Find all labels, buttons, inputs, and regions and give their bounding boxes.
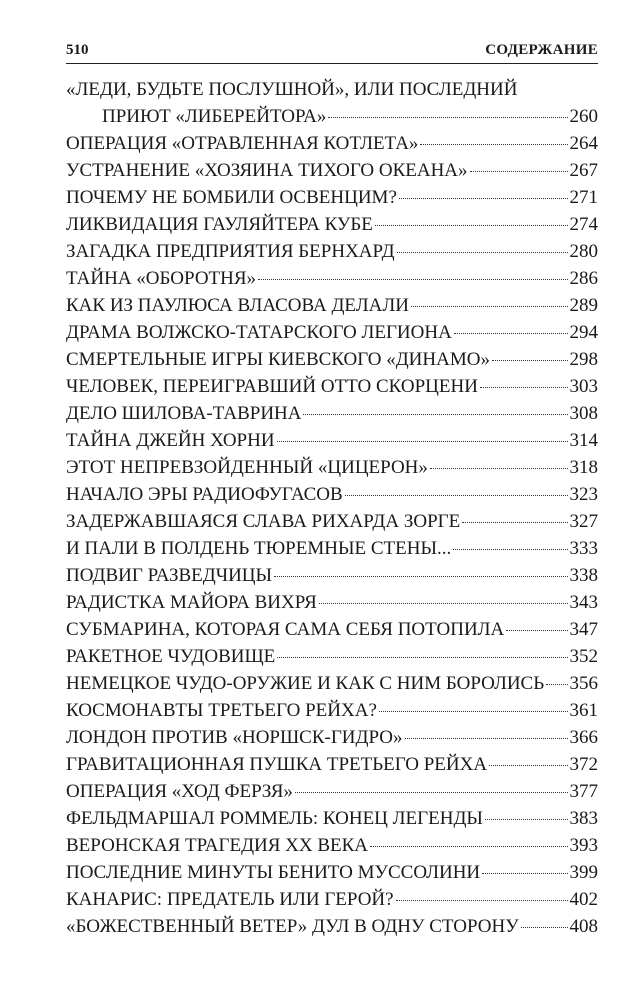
toc-entry	[66, 697, 598, 724]
dot-leader	[375, 225, 568, 226]
toc-entry-page: 352	[569, 646, 598, 667]
toc-entry-title: ТАЙНА «ОБОРОТНЯ»	[66, 268, 257, 289]
toc-entry	[66, 616, 598, 643]
toc-entry-title: ЛОНДОН ПРОТИВ «НОРШСК-ГИДРО»	[66, 727, 403, 748]
toc-entry-title: ФЕЛЬДМАРШАЛ РОММЕЛЬ: КОНЕЦ ЛЕГЕНДЫ	[66, 808, 483, 829]
toc-entry-page: 361	[569, 700, 598, 721]
dot-leader	[405, 738, 568, 739]
toc-entry-page: 314	[569, 430, 598, 451]
toc-entry	[66, 130, 598, 157]
dot-leader	[370, 846, 567, 847]
toc-entry	[66, 778, 598, 805]
toc-entry	[66, 427, 598, 454]
toc-entry-title: ЧЕЛОВЕК, ПЕРЕИГРАВШИЙ ОТТО СКОРЦЕНИ	[66, 376, 478, 397]
toc-entry-title: КОСМОНАВТЫ ТРЕТЬЕГО РЕЙХА?	[66, 700, 377, 721]
dot-leader	[492, 360, 568, 361]
toc-entry-page: 399	[569, 862, 598, 883]
toc-entry-title: РАКЕТНОЕ ЧУДОВИЩЕ	[66, 646, 276, 667]
toc-entry	[66, 238, 598, 265]
toc-entry-title: ЗАДЕРЖАВШАЯСЯ СЛАВА РИХАРДА ЗОРГЕ	[66, 511, 461, 532]
toc-entry-page: 318	[569, 457, 598, 478]
toc-entry-page: 289	[569, 295, 598, 316]
toc-entry	[66, 211, 598, 238]
dot-leader	[277, 657, 567, 658]
toc-entry	[66, 373, 598, 400]
dot-leader	[546, 684, 567, 685]
toc-entry-page: 274	[569, 214, 598, 235]
dot-leader	[430, 468, 568, 469]
toc-entry	[66, 400, 598, 427]
toc-entry-page: 356	[569, 673, 598, 694]
toc-entry	[66, 481, 598, 508]
toc-entry	[66, 454, 598, 481]
toc-entry-title: ТАЙНА ДЖЕЙН ХОРНИ	[66, 430, 275, 451]
toc-entry-title: ПОДВИГ РАЗВЕДЧИЦЫ	[66, 565, 273, 586]
toc-entry-title: КАНАРИС: ПРЕДАТЕЛЬ ИЛИ ГЕРОЙ?	[66, 889, 394, 910]
toc-entry	[66, 508, 598, 535]
toc-entry-page: 294	[569, 322, 598, 343]
toc-entry-title: СМЕРТЕЛЬНЫЕ ИГРЫ КИЕВСКОГО «ДИНАМО»	[66, 349, 490, 370]
toc-entry-page: 347	[569, 619, 598, 640]
toc-entry-title: НАЧАЛО ЭРЫ РАДИОФУГАСОВ	[66, 484, 343, 505]
toc-entry	[66, 805, 598, 832]
header-rule	[66, 63, 598, 64]
toc-entry-page: 383	[569, 808, 598, 829]
toc-entry-page: 267	[569, 160, 598, 181]
dot-leader	[470, 171, 568, 172]
toc-entry-title: СУБМАРИНА, КОТОРАЯ САМА СЕБЯ ПОТОПИЛА	[66, 619, 505, 640]
dot-leader	[328, 117, 567, 118]
dot-leader	[454, 333, 568, 334]
running-header	[66, 40, 598, 62]
toc-entry-page: 327	[569, 511, 598, 532]
toc-entry-title: ПОСЛЕДНИЕ МИНУТЫ БЕНИТО МУССОЛИНИ	[66, 862, 481, 883]
dot-leader	[399, 198, 568, 199]
toc-entry-title: ГРАВИТАЦИОННАЯ ПУШКА ТРЕТЬЕГО РЕЙХА	[66, 754, 488, 775]
toc-entry	[66, 724, 598, 751]
dot-leader	[274, 576, 567, 577]
toc-entry-page: 366	[569, 727, 598, 748]
toc-entry-page: 338	[569, 565, 598, 586]
toc-entry	[66, 643, 598, 670]
toc-entry-title-line-1: «ЛЕДИ, БУДЬТЕ ПОСЛУШНОЙ», ИЛИ ПОСЛЕДНИЙ	[66, 79, 518, 100]
toc-entry-page: 286	[569, 268, 598, 289]
dot-leader	[319, 603, 568, 604]
toc-entry-page: 372	[569, 754, 598, 775]
toc-entry	[66, 184, 598, 211]
dot-leader	[345, 495, 568, 496]
toc-entry-title: ВЕРОНСКАЯ ТРАГЕДИЯ XX ВЕКА	[66, 835, 369, 856]
toc-entry-title: ЭТОТ НЕПРЕВЗОЙДЕННЫЙ «ЦИЦЕРОН»	[66, 457, 428, 478]
toc-entry	[66, 319, 598, 346]
toc-entry-title-line-2: ПРИЮТ «ЛИБЕРЕЙТОРА»	[102, 106, 327, 127]
section-title: СОДЕРЖАНИЕ	[485, 42, 598, 58]
toc-entry-title: ЛИКВИДАЦИЯ ГАУЛЯЙТЕРА КУБЕ	[66, 214, 373, 235]
toc-entry-title: РАДИСТКА МАЙОРА ВИХРЯ	[66, 592, 317, 613]
toc-entry-title: НЕМЕЦКОЕ ЧУДО-ОРУЖИЕ И КАК С НИМ БОРОЛИСЬ	[66, 673, 545, 694]
dot-leader	[411, 306, 568, 307]
toc-entry	[66, 157, 598, 184]
toc-entry	[66, 292, 598, 319]
toc-entry-title: УСТРАНЕНИЕ «ХОЗЯИНА ТИХОГО ОКЕАНА»	[66, 160, 468, 181]
toc-entry-page: 377	[569, 781, 598, 802]
dot-leader	[521, 927, 568, 928]
dot-leader	[420, 144, 567, 145]
toc-entry	[66, 346, 598, 373]
dot-leader	[397, 252, 568, 253]
toc-entry-title: «БОЖЕСТВЕННЫЙ ВЕТЕР» ДУЛ В ОДНУ СТОРОНУ	[66, 916, 519, 937]
dot-leader	[295, 792, 568, 793]
toc-entry-title: ПОЧЕМУ НЕ БОМБИЛИ ОСВЕНЦИМ?	[66, 187, 397, 208]
toc-entry-title: КАК ИЗ ПАУЛЮСА ВЛАСОВА ДЕЛАЛИ	[66, 295, 409, 316]
toc-entry	[66, 589, 598, 616]
toc-entry-title: ДРАМА ВОЛЖСКО-ТАТАРСКОГО ЛЕГИОНА	[66, 322, 452, 343]
dot-leader	[506, 630, 567, 631]
dot-leader	[277, 441, 568, 442]
dot-leader	[379, 711, 568, 712]
toc-entry	[66, 670, 598, 697]
toc-entry-title: ЗАГАДКА ПРЕДПРИЯТИЯ БЕРНХАРД	[66, 241, 395, 262]
toc-entry-page: 402	[569, 889, 598, 910]
toc-entry	[66, 913, 598, 940]
toc-entry-title: ОПЕРАЦИЯ «ОТРАВЛЕННАЯ КОТЛЕТА»	[66, 133, 419, 154]
page-number: 510	[66, 42, 89, 58]
dot-leader	[485, 819, 568, 820]
toc-entry-page: 264	[569, 133, 598, 154]
toc-entry-page: 271	[569, 187, 598, 208]
toc-entry	[66, 832, 598, 859]
toc-entry-page: 408	[569, 916, 598, 937]
toc-entry	[66, 535, 598, 562]
toc-entry-page: 280	[569, 241, 598, 262]
toc-entry	[66, 265, 598, 292]
toc-entry-page: 308	[569, 403, 598, 424]
toc-entry	[66, 76, 598, 130]
toc-entry	[66, 859, 598, 886]
dot-leader	[453, 549, 567, 550]
dot-leader	[489, 765, 567, 766]
toc-entry-page: 303	[569, 376, 598, 397]
table-of-contents	[66, 76, 598, 940]
toc-entry-title: ОПЕРАЦИЯ «ХОД ФЕРЗЯ»	[66, 781, 293, 802]
toc-entry-title: И ПАЛИ В ПОЛДЕНЬ ТЮРЕМНЫЕ СТЕНЫ...	[66, 538, 452, 559]
toc-entry	[66, 886, 598, 913]
toc-entry-page: 323	[569, 484, 598, 505]
dot-leader	[462, 522, 567, 523]
dot-leader	[258, 279, 567, 280]
toc-entry-page: 333	[569, 538, 598, 559]
dot-leader	[482, 873, 567, 874]
toc-entry-page: 298	[569, 349, 598, 370]
dot-leader	[303, 414, 567, 415]
toc-entry-page: 393	[569, 835, 598, 856]
toc-entry	[66, 562, 598, 589]
toc-entry-page: 260	[569, 106, 598, 127]
dot-leader	[396, 900, 568, 901]
toc-entry-page: 343	[569, 592, 598, 613]
toc-entry-title: ДЕЛО ШИЛОВА-ТАВРИНА	[66, 403, 302, 424]
dot-leader	[480, 387, 568, 388]
toc-entry	[66, 751, 598, 778]
